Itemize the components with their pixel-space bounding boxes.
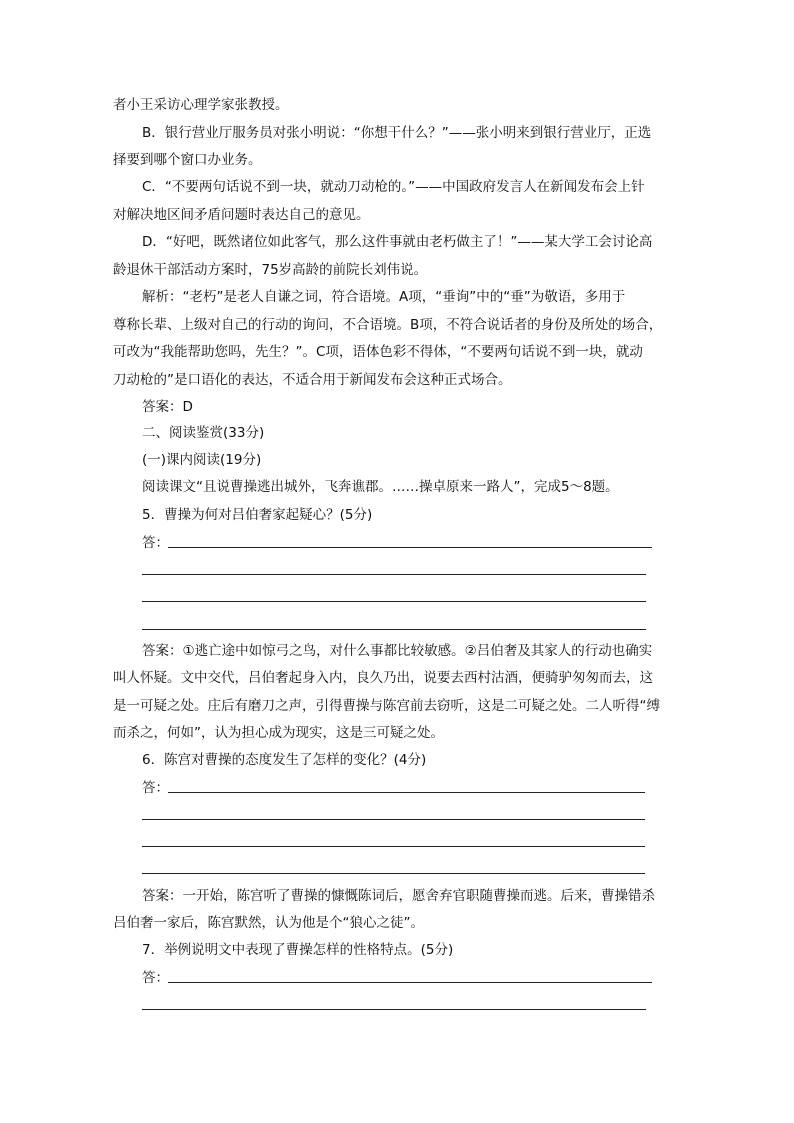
analysis-line-2: 尊称长辈、上级对自己的行动的询问，不合语境。B项，不符合说话者的身份及所处的场合， bbox=[113, 317, 663, 333]
subsection-heading: (一)课内阅读(19分) bbox=[142, 452, 262, 468]
answer-6-line-1: 答案：一开始，陈宫听了曹操的慷慨陈词后，愿舍弃官职随曹操而逃。后来，曹操错杀 bbox=[142, 888, 655, 904]
option-c-line-2: 对解决地区间矛盾问题时表达自己的意见。 bbox=[113, 207, 370, 223]
text-line: 者小王采访心理学家张教授。 bbox=[113, 97, 289, 113]
analysis-line-3: 可改为“我能帮助您吗，先生？”。C项，语体色彩不得体，“不要两句话说不到一块，就动 bbox=[113, 344, 643, 360]
answer-line[interactable] bbox=[142, 601, 646, 602]
answer-5-line-4: 而杀之，何如”，认为担心成为现实，这是三可疑之处。 bbox=[113, 725, 444, 741]
answer-line[interactable] bbox=[142, 574, 646, 575]
option-d-line-2: 龄退休干部活动方案时，75岁高龄的前院长刘伟说。 bbox=[113, 262, 428, 278]
answer-5-line-2: 叫人怀疑。文中交代，吕伯奢起身入内，良久乃出，说要去西村沽酒，便骑驴匆匆而去，这 bbox=[113, 670, 653, 686]
answer-line[interactable] bbox=[168, 792, 645, 793]
question-7: 7．举例说明文中表现了曹操怎样的性格特点。(5分) bbox=[142, 942, 454, 958]
answer-line[interactable] bbox=[142, 1009, 646, 1010]
answer-text: 答案：D bbox=[142, 399, 193, 415]
option-b-line-1: B．银行营业厅服务员对张小明说：“你想干什么？”——张小明来到银行营业厅，正选 bbox=[142, 125, 652, 141]
answer-line[interactable] bbox=[142, 873, 645, 874]
answer-label: 答： bbox=[142, 780, 169, 796]
option-d-line-1: D．“好吧，既然诸位如此客气，那么这件事就由老朽做主了！”——某大学工会讨论高 bbox=[142, 234, 653, 250]
answer-6-line-2: 吕伯奢一家后，陈宫默然，认为他是个“狼心之徒”。 bbox=[113, 915, 424, 931]
answer-line[interactable] bbox=[168, 547, 652, 548]
option-b-line-2: 择要到哪个窗口办业务。 bbox=[113, 152, 262, 168]
answer-line[interactable] bbox=[142, 846, 645, 847]
answer-line[interactable] bbox=[142, 629, 646, 630]
reading-instruction: 阅读课文“且说曹操逃出城外，飞奔谯郡。……操卓原来一路人”，完成5～8题。 bbox=[142, 479, 619, 495]
answer-line[interactable] bbox=[168, 982, 652, 983]
option-c-line-1: C．“不要两句话说不到一块，就动刀动枪的。”——中国政府发言人在新闻发布会上针 bbox=[142, 179, 645, 195]
answer-5-line-1: 答案：①逃亡途中如惊弓之鸟，对什么事都比较敏感。②吕伯奢及其家人的行动也确实 bbox=[142, 643, 653, 659]
analysis-line-1: 解析：“老朽”是老人自谦之词，符合语境。A项，“垂询”中的“垂”为敬语，多用于 bbox=[142, 289, 626, 305]
section-heading: 二、阅读鉴赏(33分) bbox=[142, 425, 265, 441]
answer-line[interactable] bbox=[142, 819, 645, 820]
answer-label: 答： bbox=[142, 970, 169, 986]
answer-label: 答： bbox=[142, 535, 169, 551]
answer-5-line-3: 是一可疑之处。庄后有磨刀之声，引得曹操与陈宫前去窃听，这是二可疑之处。二人听得“缚 bbox=[113, 698, 660, 714]
analysis-line-4: 刀动枪的”是口语化的表达，不适合用于新闻发布会这种正式场合。 bbox=[113, 372, 512, 388]
question-5: 5．曹操为何对吕伯奢家起疑心？(5分) bbox=[142, 507, 373, 523]
question-6: 6．陈宫对曹操的态度发生了怎样的变化？(4分) bbox=[142, 752, 427, 768]
